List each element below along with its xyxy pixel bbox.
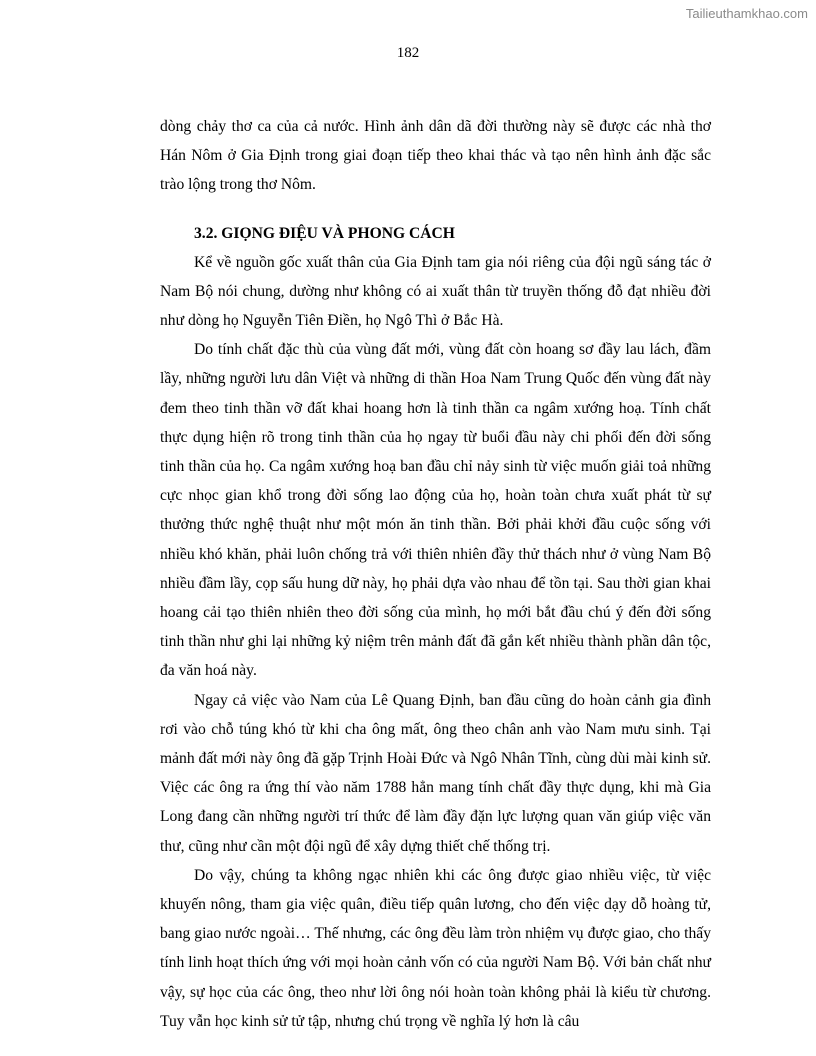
paragraph-origins: Kể về nguồn gốc xuất thân của Gia Định tam gia nói riêng của đội ngũ sáng tác ở Nam Bộ nói chung, dường như không có ai xuất thân từ truyền thống đỗ đạt nhiều đời như dòng họ Nguyễn Tiên Điền, họ Ngô Thì ở Bắc Hà. [160, 253, 711, 330]
page-number: 182 [396, 45, 420, 61]
paragraph-continuation: dòng chảy thơ ca của cả nước. Hình ảnh dân dã đời thường này sẽ được các nhà thơ Hán Nôm ở Gia Định trong giai đoạn tiếp theo khai thác và tạo nên hình ảnh đặc sắc trào lộng trong thơ Nôm. [160, 118, 711, 194]
section-heading: 3.2. GIỌNG ĐIỆU VÀ PHONG CÁCH [194, 224, 455, 242]
paragraph-le-quang-dinh: Ngay cả việc vào Nam của Lê Quang Định, ban đầu cũng do hoàn cảnh gia đình rơi vào chỗ túng khó từ khi cha ông mất, ông theo chân anh vào Nam mưu sinh. Tại mảnh đất mới này ông đã gặp Trịnh Hoài Đức và Ngô Nhân Tĩnh, cùng dùi mài kinh sử. Việc các ông ra ứng thí vào năm 1788 hẳn mang tính chất đầy thực dụng, khi mà Gia Long đang cần những người trí thức để làm đầy đặn lực lượng quan văn giúp việc văn thư, cũng như cần một đội ngũ để xây dựng thiết chế thống trị. [160, 691, 711, 855]
watermark: Tailieuthamkhao.com [685, 6, 808, 21]
paragraph-duties: Do vậy, chúng ta không ngạc nhiên khi các ông được giao nhiều việc, từ việc khuyến nông, tham gia việc quân, điều tiếp quân lương, cho đến việc dạy dỗ hoàng tử, bang giao nước ngoài… Thế nhưng, các ông đều làm tròn nhiệm vụ được giao, cho thấy tính linh hoạt thích ứng với mọi hoàn cảnh vốn có của người Nam Bộ. Với bản chất như vậy, sự học của các ông, theo như lời ông nói hoàn toàn không phải là kiểu từ chương. Tuy vẫn học kinh sử tử tập, nhưng chú trọng về nghĩa lý hơn là câu [160, 866, 711, 1030]
page-body [160, 112, 711, 1036]
paragraph-new-land: Do tính chất đặc thù của vùng đất mới, vùng đất còn hoang sơ đầy lau lách, đầm lầy, những người lưu dân Việt và những di thần Hoa Nam Trung Quốc đến vùng đất này đem theo tinh thần vỡ đất khai hoang hơn là tinh thần ca ngâm xướng hoạ. Tính chất thực dụng hiện rõ trong tinh thần của họ ngay từ buổi đầu này chi phối đến đời sống tinh thần của họ. Ca ngâm xướng hoạ ban đầu chỉ nảy sinh từ việc muốn giải toả những cực nhọc gian khổ trong đời sống lao động của họ, hoàn toàn chưa xuất phát từ sự thưởng thức nghệ thuật như một món ăn tinh thần. Bởi phải khởi đầu cuộc sống với nhiều khó khăn, phải luôn chống trả với thiên nhiên đầy thử thách như ở vùng Nam Bộ nhiều đầm lầy, cọp sấu hung dữ này, họ phải dựa vào nhau để tồn tại. Sau thời gian khai hoang cải tạo thiên nhiên theo đời sống của mình, họ mới bắt đầu chú ý đến đời sống tinh thần như ghi lại những kỷ niệm trên mảnh đất đã gắn kết nhiều thành phần dân tộc, đa văn hoá này. [160, 341, 711, 680]
